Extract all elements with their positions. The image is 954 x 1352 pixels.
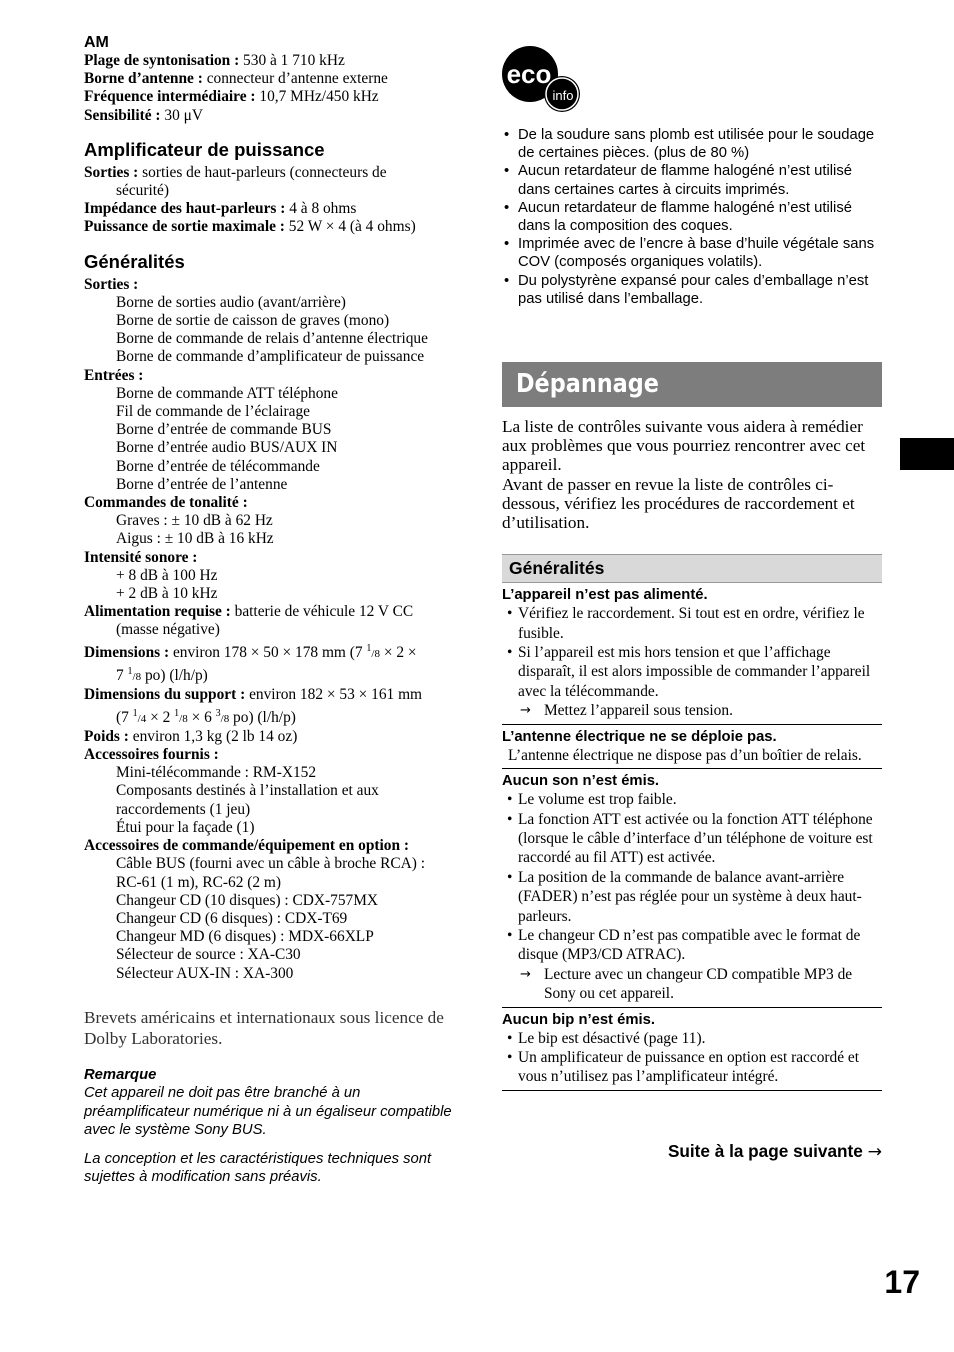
eco-list [502, 126, 882, 308]
fraction-numerator: 1 [132, 707, 138, 719]
arrow-right-icon: → [867, 1142, 882, 1162]
spec-label: Puissance de sortie maximale : [84, 218, 285, 236]
spec-item: Câble BUS (fourni avec un câble à broche RCA) : [116, 855, 425, 873]
spec-value: × 2 × [379, 643, 417, 661]
spec-value: 10,7 MHz/450 kHz [255, 88, 379, 106]
spec-value: po) (l/h/p) [229, 708, 296, 726]
trouble-block [502, 772, 882, 1007]
intro-paragraph: La liste de contrôles suivante vous aidera à remédier aux problèmes que vous pourriez rencontrer avec cet appareil. [502, 417, 866, 475]
list-item: • La position de la commande de balance avant-arrière (FADER) n’est pas réglée pour un système à deux haut-parleurs. [502, 868, 882, 926]
section-title: Généralités [509, 558, 605, 579]
depannage-title-bar [502, 362, 882, 407]
list-item: • Un amplificateur de puissance en option est raccordé et vous n’utilisez pas l’amplificateur intégré. [502, 1048, 882, 1087]
spec-item: + 8 dB à 100 Hz [116, 566, 218, 584]
dolby-notice: Brevets américains et internationaux sous licence de Dolby Laboratories. [84, 1007, 444, 1049]
intro-paragraph: Avant de passer en revue la liste de contrôles ci-dessous, vérifiez les procédures de raccordement et d’utilisation. [502, 474, 855, 533]
spec-item: Changeur MD (6 disques) : MDX-66XLP [116, 928, 374, 946]
remarque-text: La conception et les caractéristiques techniques sont sujettes à modification sans préavis. [84, 1150, 432, 1186]
depannage-title: Dépannage [516, 369, 659, 400]
right-column [502, 44, 882, 1091]
list-item: • Du polystyrène expansé pour cales d’emballage n’est pas utilisé dans l’emballage. [502, 272, 882, 308]
am-heading: AM [84, 34, 109, 51]
spec-label: Accessoires fournis : [84, 746, 219, 764]
spec-label: Alimentation requise : [84, 603, 231, 621]
list-item: • Le volume est trop faible. [502, 790, 882, 809]
list-item: • Vérifiez le raccordement. Si tout est en ordre, vérifiez le fusible. [502, 604, 882, 643]
spec-label: Dimensions : [84, 643, 170, 661]
fraction-denominator: /8 [179, 712, 188, 725]
trouble-block [502, 728, 882, 769]
list-item: • Aucun retardateur de flamme halogéné n’est utilisé dans certaines cartes à circuits imprimés. [502, 162, 882, 198]
list-item: • Imprimée avec de l’encre à base d’huile végétale sans COV (composés organiques volatils). [502, 235, 882, 271]
spec-item: + 2 dB à 10 kHz [116, 585, 218, 603]
spec-value: × 2 [146, 708, 175, 726]
fraction-numerator: 1 [174, 707, 180, 719]
spec-item: Graves : ± 10 dB à 62 Hz [116, 512, 273, 530]
spec-label: Sensibilité : [84, 106, 161, 124]
spec-item: raccordements (1 jeu) [116, 800, 251, 818]
arrow-icon: → [520, 966, 531, 982]
spec-value: 30 μV [160, 106, 203, 124]
spec-item: Borne d’entrée audio BUS/AUX IN [116, 439, 338, 457]
remarque-note [84, 1066, 468, 1187]
spec-item: Étui pour la façade (1) [116, 818, 255, 836]
spec-label: Borne d’antenne : [84, 70, 203, 88]
fraction-denominator: /8 [371, 647, 380, 660]
fraction-denominator: /4 [137, 712, 147, 725]
continued-text: Suite à la page suivante [667, 1141, 863, 1161]
remarque-text: Cet appareil ne doit pas être branché à un préamplificateur numérique ni à un égaliseur compatible avec le système Sony BUS. [84, 1085, 452, 1139]
spec-item: Borne de commande de relais d’antenne électrique [116, 330, 428, 348]
list-item: • De la soudure sans plomb est utilisée pour le soudage de certaines pièces. (plus de 80 %) [502, 126, 882, 162]
trouble-text: L’antenne électrique ne dispose pas d’un boîtier de relais. [508, 746, 862, 764]
fraction-numerator: 1 [366, 642, 372, 654]
spec-value: environ 182 × 53 × 161 mm [245, 686, 423, 704]
spec-value: (7 [116, 708, 133, 726]
trouble-block [502, 586, 882, 724]
generalites-section-bar [502, 554, 882, 583]
spec-item: Borne d’entrée de commande BUS [116, 421, 332, 439]
trouble-heading: L’antenne électrique ne se déploie pas. [502, 728, 777, 745]
remedy-line [502, 965, 882, 1004]
continued-next-page [560, 1140, 882, 1163]
fraction-numerator: 1 [127, 666, 133, 678]
depannage-intro [502, 417, 882, 532]
trouble-block [502, 1011, 882, 1091]
spec-value: 4 à 8 ohms [285, 200, 357, 218]
spec-item: Aigus : ± 10 dB à 16 kHz [116, 530, 274, 548]
trouble-heading: L’appareil n’est pas alimenté. [502, 587, 708, 604]
list-item: • Si l’appareil est mis hors tension et que l’affichage disparaît, il est alors impossible de commander l’appareil avec la télécommande. [502, 643, 882, 701]
list-item: • Le changeur CD n’est pas compatible avec le format de disque (MP3/CD ATRAC). [502, 926, 882, 965]
spec-label: Fréquence intermédiaire : [84, 88, 256, 106]
spec-label: Accessoires de commande/équipement en option : [84, 837, 410, 855]
spec-item: Composants destinés à l’installation et aux [116, 782, 379, 800]
spec-value-continued: sécurité) [116, 182, 169, 200]
spec-item: Changeur CD (10 disques) : CDX-757MX [116, 891, 379, 909]
spec-item: Borne de commande d’amplificateur de puissance [116, 348, 425, 366]
fraction-denominator: /8 [220, 712, 230, 725]
eco-logo-word: eco [506, 59, 552, 89]
spec-label: Sorties : [84, 163, 139, 181]
spec-value: po) (l/h/p) [141, 667, 208, 685]
spec-item: Sélecteur de source : XA-C30 [116, 946, 301, 964]
fraction-denominator: /8 [132, 671, 142, 684]
spec-value: batterie de véhicule 12 V CC [230, 603, 414, 621]
list-item: • Le bip est désactivé (page 11). [502, 1029, 882, 1048]
spec-value: sorties de haut-parleurs (connecteurs de [138, 163, 387, 181]
trouble-heading: Aucun son n’est émis. [502, 773, 660, 790]
spec-value: 52 W × 4 (à 4 ohms) [284, 218, 416, 236]
arrow-icon: → [520, 703, 531, 719]
spec-item: Mini-télécommande : RM-X152 [116, 764, 317, 782]
ampli-heading: Amplificateur de puissance [84, 138, 325, 160]
spec-label: Entrées : [84, 366, 144, 384]
spec-value: environ 1,3 kg (2 lb 14 oz) [128, 727, 298, 745]
eco-info-logo [502, 44, 578, 114]
spec-item: Fil de commande de l’éclairage [116, 403, 311, 421]
spec-value: × 6 [187, 708, 216, 726]
eco-logo-sub: info [552, 88, 574, 103]
spec-value: 530 à 1 710 kHz [239, 52, 345, 69]
spec-item: RC-61 (1 m), RC-62 (2 m) [116, 873, 282, 891]
left-column [84, 34, 468, 1187]
spec-item: Borne d’entrée de l’antenne [116, 475, 288, 493]
spec-label: Impédance des haut-parleurs : [84, 200, 286, 218]
spec-label: Commandes de tonalité : [84, 494, 248, 512]
remedy-text: Mettez l’appareil sous tension. [544, 702, 733, 720]
chapter-tab-marker [900, 438, 954, 470]
am-specs [84, 52, 468, 125]
remarque-title: Remarque [84, 1066, 157, 1083]
generalites-specs [84, 276, 468, 983]
eco-logo-icon [502, 44, 580, 114]
spec-value-continued: (masse négative) [116, 621, 220, 639]
spec-item: Changeur CD (6 disques) : CDX-T69 [116, 909, 348, 927]
remedy-line [502, 701, 882, 720]
spec-value: connecteur d’antenne externe [202, 70, 388, 88]
spec-item: Borne de sorties audio (avant/arrière) [116, 293, 346, 311]
spec-item: Borne d’entrée de télécommande [116, 457, 320, 475]
generalites-heading: Généralités [84, 250, 185, 272]
spec-value: 7 [116, 667, 128, 685]
page-number: 17 [884, 1264, 920, 1300]
spec-label: Dimensions du support : [84, 686, 246, 704]
spec-label: Plage de syntonisation : [84, 52, 240, 69]
spec-label: Sorties : [84, 275, 139, 293]
spec-value: environ 178 × 50 × 178 mm (7 [169, 643, 367, 661]
spec-label: Intensité sonore : [84, 548, 198, 566]
spec-label: Poids : [84, 727, 129, 745]
spec-item: Borne de sortie de caisson de graves (mono) [116, 312, 390, 330]
spec-item: Borne de commande ATT téléphone [116, 384, 338, 402]
fraction-numerator: 3 [215, 707, 221, 719]
ampli-specs [84, 164, 468, 237]
trouble-heading: Aucun bip n’est émis. [502, 1011, 655, 1028]
remedy-text: Lecture avec un changeur CD compatible MP3 de Sony ou cet appareil. [544, 965, 853, 1003]
spec-item: Sélecteur AUX-IN : XA-300 [116, 964, 294, 982]
list-item: • La fonction ATT est activée ou la fonction ATT téléphone (lorsque le câble d’interface d’un téléphone de voiture est raccordé au fil ATT) est activée. [502, 810, 882, 868]
list-item: • Aucun retardateur de flamme halogéné n’est utilisé dans la composition des coques. [502, 199, 882, 235]
